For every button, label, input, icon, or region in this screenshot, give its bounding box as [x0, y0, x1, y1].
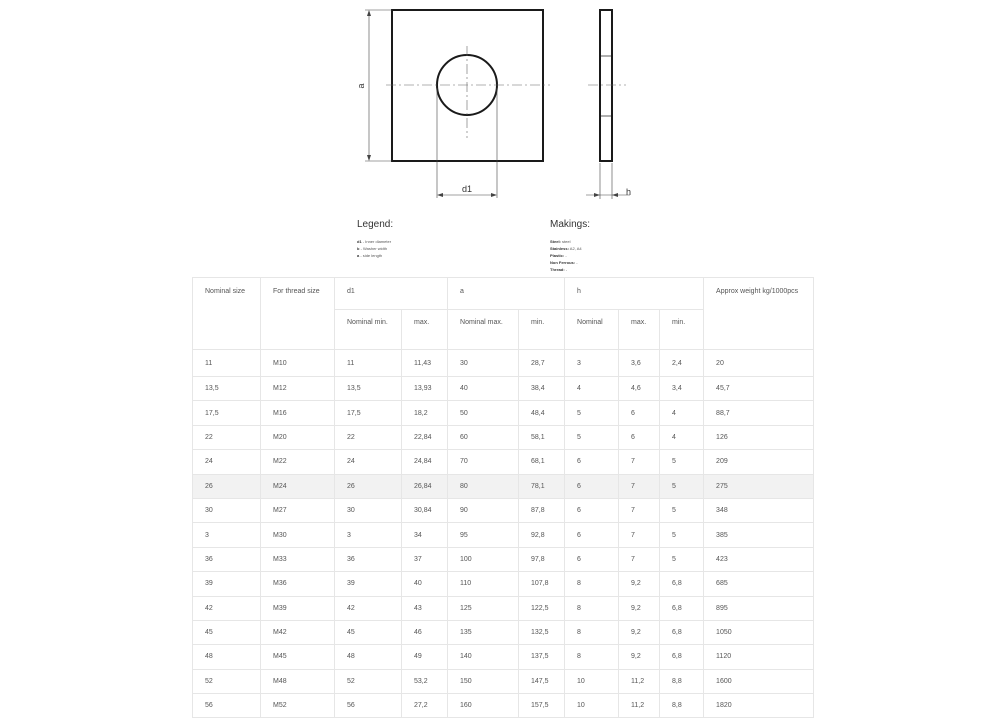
table-cell: 8,8: [660, 669, 704, 693]
table-cell: 40: [402, 572, 448, 596]
table-row: [193, 669, 814, 693]
dim-h-label: h: [626, 187, 632, 197]
makings-item: Plastic: -: [550, 253, 567, 258]
table-cell: 895: [704, 596, 814, 620]
table-cell: 9,2: [619, 620, 660, 644]
table-cell: 52: [335, 669, 402, 693]
table-cell: 100: [448, 547, 519, 571]
dim-a-label: a: [356, 83, 366, 89]
washer-side-outline: [600, 10, 612, 161]
table-cell: 20: [704, 350, 814, 377]
legend-list: [357, 238, 391, 259]
table-cell: 42: [193, 596, 261, 620]
table-cell: 26: [335, 474, 402, 498]
table-cell: 26,84: [402, 474, 448, 498]
table-cell: 5: [660, 547, 704, 571]
table-row: [193, 474, 814, 498]
table-row: [193, 572, 814, 596]
table-cell: 11,43: [402, 350, 448, 377]
table-cell: 9,2: [619, 572, 660, 596]
table-cell: 52: [193, 669, 261, 693]
table-cell: M20: [261, 425, 335, 449]
table-cell: 110: [448, 572, 519, 596]
dimensions-table: [192, 277, 814, 718]
subheader-d1-nominal-min: Nominal min.: [335, 310, 402, 350]
table-row: [193, 645, 814, 669]
table-cell: M30: [261, 523, 335, 547]
table-cell: 17,5: [335, 401, 402, 425]
table-cell: 11,2: [619, 694, 660, 718]
makings-item: Thread: -: [550, 267, 568, 272]
table-cell: 13,93: [402, 377, 448, 401]
table-cell: 24: [335, 450, 402, 474]
table-cell: 150: [448, 669, 519, 693]
table-cell: 8: [565, 645, 619, 669]
washer-front-outline: [392, 10, 543, 161]
table-cell: 6: [565, 498, 619, 522]
table-cell: 11,2: [619, 669, 660, 693]
table-cell: 43: [402, 596, 448, 620]
header-a: a: [448, 278, 565, 310]
table-cell: M10: [261, 350, 335, 377]
table-cell: 3: [193, 523, 261, 547]
makings-item: Steel: steel: [550, 239, 571, 244]
table-header-row: [193, 278, 814, 310]
table-cell: 92,8: [519, 523, 565, 547]
legend-item: a - side length: [357, 253, 383, 258]
table-cell: 53,2: [402, 669, 448, 693]
dim-d1-label: d1: [461, 184, 473, 194]
table-cell: 87,8: [519, 498, 565, 522]
subheader-a-min: min.: [519, 310, 565, 350]
table-cell: 5: [565, 425, 619, 449]
table-cell: 7: [619, 498, 660, 522]
table-cell: M45: [261, 645, 335, 669]
legend-item: b - Washer width: [357, 246, 388, 251]
table-cell: 30: [448, 350, 519, 377]
table-cell: 10: [565, 669, 619, 693]
table-cell: 58,1: [519, 425, 565, 449]
table-cell: M12: [261, 377, 335, 401]
table-cell: 135: [448, 620, 519, 644]
dim-a-arrow-bottom: [367, 155, 371, 161]
table-cell: M24: [261, 474, 335, 498]
table-cell: 157,5: [519, 694, 565, 718]
makings-item: Non Ferrous: -: [550, 260, 578, 265]
table-cell: 48: [335, 645, 402, 669]
table-cell: 1120: [704, 645, 814, 669]
table-row: [193, 401, 814, 425]
subheader-a-nominal-max: Nominal max.: [448, 310, 519, 350]
table-cell: 10: [565, 694, 619, 718]
table-cell: 49: [402, 645, 448, 669]
table-cell: 27,2: [402, 694, 448, 718]
table-cell: M48: [261, 669, 335, 693]
table-cell: 36: [193, 547, 261, 571]
table-row: [193, 596, 814, 620]
table-cell: 78,1: [519, 474, 565, 498]
dim-a-arrow-top: [367, 10, 371, 16]
table-cell: 3: [335, 523, 402, 547]
table-cell: 45: [193, 620, 261, 644]
table-cell: 5: [660, 450, 704, 474]
table-cell: 36: [335, 547, 402, 571]
header-for-thread-size: For thread size: [261, 278, 335, 350]
table-cell: M42: [261, 620, 335, 644]
table-row: [193, 425, 814, 449]
table-cell: 38,4: [519, 377, 565, 401]
table-cell: M52: [261, 694, 335, 718]
table-body: [193, 350, 814, 718]
table-cell: 107,8: [519, 572, 565, 596]
subheader-d1-max: max.: [402, 310, 448, 350]
table-cell: 11: [193, 350, 261, 377]
makings-title: Makings:: [550, 219, 591, 230]
table-cell: 88,7: [704, 401, 814, 425]
table-cell: 6,8: [660, 620, 704, 644]
subheader-h-nominal: Nominal: [565, 310, 619, 350]
table-cell: 6,8: [660, 596, 704, 620]
table-cell: 30,84: [402, 498, 448, 522]
table-cell: 22: [193, 425, 261, 449]
makings-list: [550, 238, 582, 273]
table-cell: 39: [193, 572, 261, 596]
table-cell: 56: [335, 694, 402, 718]
table-cell: 22,84: [402, 425, 448, 449]
table-cell: 68,1: [519, 450, 565, 474]
table-cell: 132,5: [519, 620, 565, 644]
makings-item: Stainless: A2, A4: [550, 246, 582, 251]
table-cell: 8: [565, 596, 619, 620]
table-cell: 4,6: [619, 377, 660, 401]
table-cell: 70: [448, 450, 519, 474]
table-cell: 348: [704, 498, 814, 522]
table-cell: 11: [335, 350, 402, 377]
table-cell: 46: [402, 620, 448, 644]
table-cell: 385: [704, 523, 814, 547]
dim-h-arrow-right: [612, 193, 618, 197]
table-cell: M27: [261, 498, 335, 522]
table-cell: 8: [565, 620, 619, 644]
table-cell: 34: [402, 523, 448, 547]
table-row: [193, 694, 814, 718]
dim-d1-arrow-right: [491, 193, 497, 197]
table-cell: 40: [448, 377, 519, 401]
table-row: [193, 498, 814, 522]
table-cell: M33: [261, 547, 335, 571]
table-cell: 5: [660, 523, 704, 547]
table-cell: 97,8: [519, 547, 565, 571]
table-cell: 6: [619, 425, 660, 449]
table-cell: 7: [619, 450, 660, 474]
subheader-h-max: max.: [619, 310, 660, 350]
table-cell: M39: [261, 596, 335, 620]
table-cell: 4: [660, 425, 704, 449]
table-cell: 1820: [704, 694, 814, 718]
table-cell: 423: [704, 547, 814, 571]
header-weight: Approx weight kg/1000pcs: [704, 278, 814, 350]
table-cell: 6: [565, 547, 619, 571]
dim-d1-arrow-left: [437, 193, 443, 197]
table-cell: 24: [193, 450, 261, 474]
header-h: h: [565, 278, 704, 310]
table-row: [193, 450, 814, 474]
table-cell: 6: [565, 474, 619, 498]
table-cell: 95: [448, 523, 519, 547]
table-cell: 48,4: [519, 401, 565, 425]
table-cell: 6: [619, 401, 660, 425]
table-cell: 30: [335, 498, 402, 522]
table-cell: 9,2: [619, 596, 660, 620]
table-cell: 17,5: [193, 401, 261, 425]
table-cell: 37: [402, 547, 448, 571]
header-d1: d1: [335, 278, 448, 310]
table-cell: 6,8: [660, 572, 704, 596]
table-cell: 24,84: [402, 450, 448, 474]
header-nominal-size: Nominal size: [193, 278, 261, 350]
table-cell: 4: [565, 377, 619, 401]
table-cell: 3: [565, 350, 619, 377]
table-row: [193, 350, 814, 377]
table-cell: 45: [335, 620, 402, 644]
table-cell: 18,2: [402, 401, 448, 425]
table-cell: 26: [193, 474, 261, 498]
table-cell: 56: [193, 694, 261, 718]
table-cell: 50: [448, 401, 519, 425]
table-cell: 45,7: [704, 377, 814, 401]
table-cell: 90: [448, 498, 519, 522]
table-row: [193, 377, 814, 401]
table-cell: 1050: [704, 620, 814, 644]
dim-h-arrow-left: [594, 193, 600, 197]
table-cell: M22: [261, 450, 335, 474]
table-cell: 3,4: [660, 377, 704, 401]
table-cell: 6: [565, 450, 619, 474]
table-cell: 137,5: [519, 645, 565, 669]
table-row: [193, 523, 814, 547]
table-cell: 42: [335, 596, 402, 620]
table-cell: 5: [660, 474, 704, 498]
washer-technical-drawing: [0, 0, 1000, 215]
table-cell: 6: [565, 523, 619, 547]
table-cell: 4: [660, 401, 704, 425]
table-cell: 685: [704, 572, 814, 596]
table-cell: 5: [565, 401, 619, 425]
table-cell: 140: [448, 645, 519, 669]
table-cell: 6,8: [660, 645, 704, 669]
legend-item: d1 - Inner diameter: [357, 239, 392, 244]
table-cell: 209: [704, 450, 814, 474]
table-cell: 3,6: [619, 350, 660, 377]
table-cell: 275: [704, 474, 814, 498]
table-cell: 125: [448, 596, 519, 620]
table-cell: 9,2: [619, 645, 660, 669]
table-cell: 13,5: [193, 377, 261, 401]
table-cell: 28,7: [519, 350, 565, 377]
table-cell: 22: [335, 425, 402, 449]
table-cell: 7: [619, 523, 660, 547]
table-cell: 2,4: [660, 350, 704, 377]
subheader-h-min: min.: [660, 310, 704, 350]
table-cell: 8,8: [660, 694, 704, 718]
table-cell: 13,5: [335, 377, 402, 401]
table-cell: 60: [448, 425, 519, 449]
table-cell: 30: [193, 498, 261, 522]
table-cell: 147,5: [519, 669, 565, 693]
table-cell: 8: [565, 572, 619, 596]
table-cell: 7: [619, 474, 660, 498]
table-row: [193, 620, 814, 644]
table-cell: 126: [704, 425, 814, 449]
table-row: [193, 547, 814, 571]
table-cell: 5: [660, 498, 704, 522]
table-cell: 160: [448, 694, 519, 718]
legend-title: Legend:: [357, 219, 394, 230]
table-cell: 1600: [704, 669, 814, 693]
table-cell: 80: [448, 474, 519, 498]
table-cell: 48: [193, 645, 261, 669]
table-cell: 7: [619, 547, 660, 571]
table-cell: M16: [261, 401, 335, 425]
table-cell: 122,5: [519, 596, 565, 620]
table-cell: M36: [261, 572, 335, 596]
table-cell: 39: [335, 572, 402, 596]
